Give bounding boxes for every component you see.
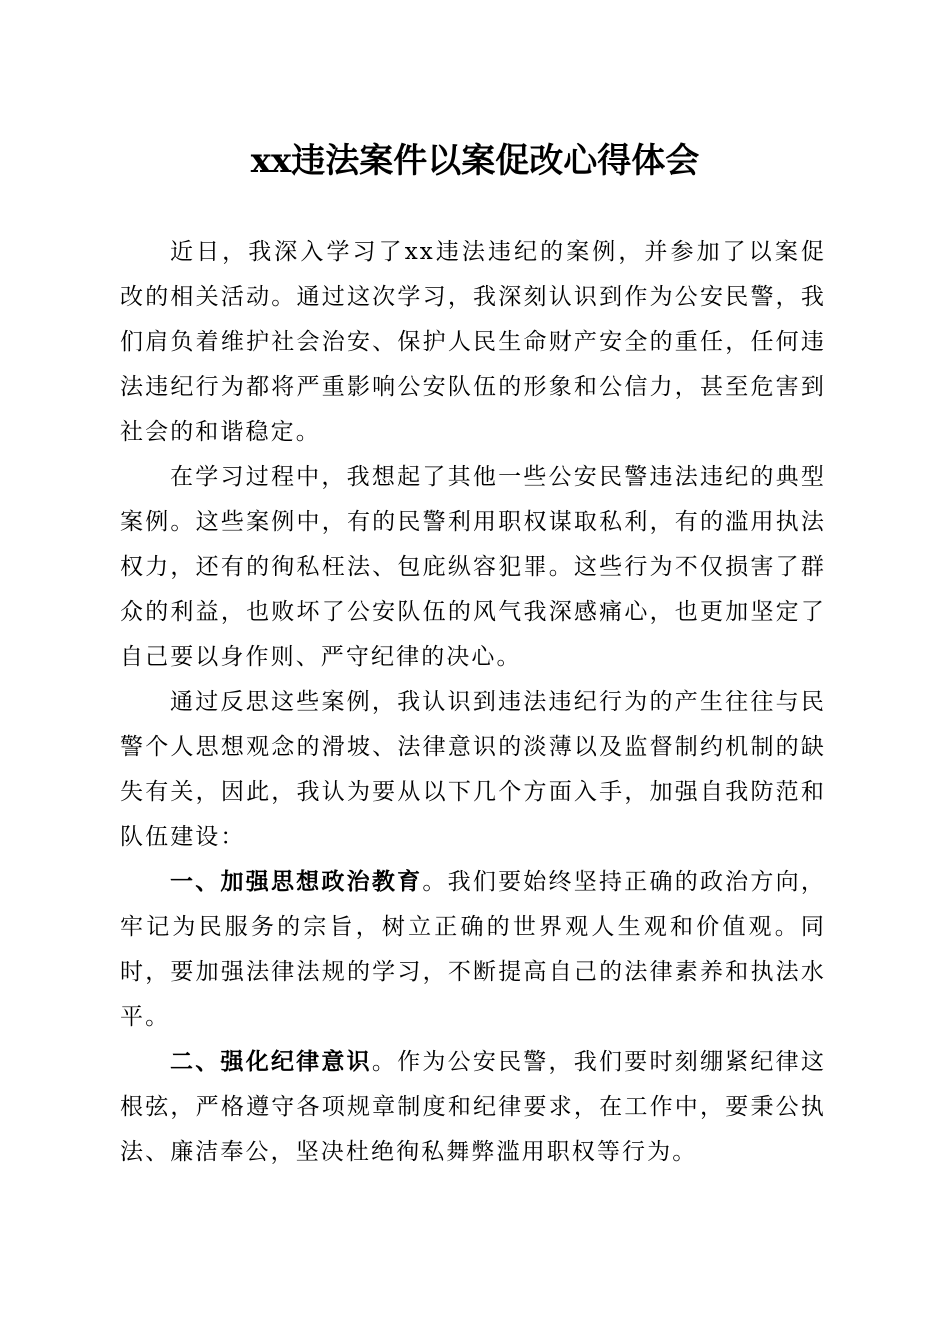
paragraph-text: 在学习过程中，我想起了其他一些公安民警违法违纪的典型案例。这些案例中，有的民警利用职权谋取私利，有的滥用执法权力，还有的徇私枉法、包庇纵容犯罪。这些行为不仅损害了群众的利益，也败坏了公安队伍的风气我深感痛心，也更加坚定了自己要以身作则、严守纪律的决心。: [120, 464, 826, 670]
paragraph-point-two: [120, 1040, 826, 1175]
paragraph-intro: [120, 230, 826, 455]
paragraph-text: 近日，我深入学习了xx违法违纪的案例，并参加了以案促改的相关活动。通过这次学习，我深刻认识到作为公安民警，我们肩负着维护社会治安、保护人民生命财产安全的重任，任何违法违纪行为都将严重影响公安队伍的形象和公信力，甚至危害到社会的和谐稳定。: [120, 239, 826, 445]
paragraph-heading: 二、强化纪律意识: [170, 1049, 372, 1075]
paragraph-text: 。作为公安民警，我们要时刻绷紧纪律这根弦，严格遵守各项规章制度和纪律要求，在工作中，要秉公执法、廉洁奉公，坚决杜绝徇私舞弊滥用职权等行为。: [120, 1049, 826, 1165]
document-title: xx违法案件以案促改心得体会: [250, 141, 700, 181]
paragraph-reflection: [120, 680, 826, 860]
paragraph-text: 通过反思这些案例，我认识到违法违纪行为的产生往往与民警个人思想观念的滑坡、法律意识的淡薄以及监督制约机制的缺失有关，因此，我认为要从以下几个方面入手，加强自我防范和队伍建设：: [120, 689, 826, 850]
document-body: [120, 230, 826, 1175]
paragraph-heading: 一、加强思想政治教育: [170, 869, 423, 895]
paragraph-point-one: [120, 860, 826, 1040]
paragraph-text: 。我们要始终坚持正确的政治方向，牢记为民服务的宗旨，树立正确的世界观人生观和价值观。同时，要加强法律法规的学习，不断提高自己的法律素养和执法水平。: [120, 869, 826, 1030]
paragraph-cases: [120, 455, 826, 680]
